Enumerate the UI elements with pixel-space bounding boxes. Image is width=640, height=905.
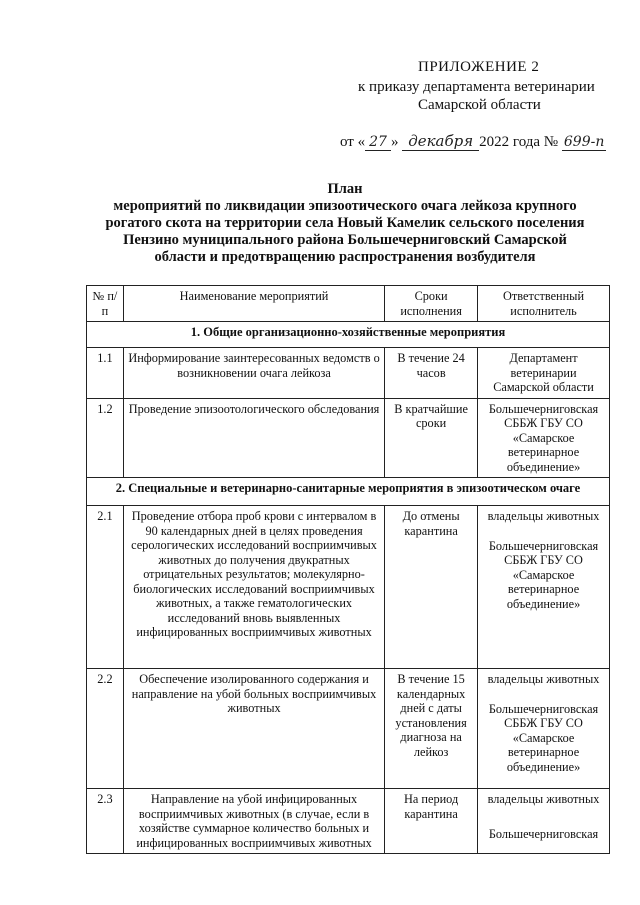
header-number: № п/п [87, 286, 124, 322]
header-responsible: Ответственный исполнитель [478, 286, 610, 322]
header-measure-name: Наименование мероприятий [123, 286, 384, 322]
title-line-2: мероприятий по ликвидации эпизоотического очага лейкоза крупного [113, 198, 577, 214]
handwritten-month: декабря [402, 132, 479, 151]
row-number: 2.3 [87, 789, 124, 854]
section-row [87, 322, 610, 348]
plan-title [80, 181, 610, 266]
year-part: 2022 года № [479, 134, 559, 150]
order-reference: к приказу департамента ветеринарии [358, 79, 595, 95]
row-terms: На период карантина [385, 789, 478, 854]
row-terms: В кратчайшие сроки [385, 398, 478, 478]
title-line-4: Пензино муниципального района Большечерниговский Самарской [123, 232, 567, 248]
row-terms: В течение 15 календарных дней с даты установления диагноза на лейкоз [385, 669, 478, 789]
handwritten-day: 27 [365, 134, 391, 151]
row-responsible: Департамент ветеринарии Самарской области [478, 348, 610, 399]
row-responsible [478, 789, 610, 854]
section-1-title: 1. Общие организационно-хозяйственные мероприятия [87, 322, 610, 348]
row-responsible [478, 506, 610, 669]
date-mid: » [390, 134, 403, 150]
row-responsible [478, 669, 610, 789]
title-line-1: План [327, 181, 363, 197]
table-row [87, 348, 610, 399]
row-terms: До отмены карантина [385, 506, 478, 669]
section-row [87, 478, 610, 506]
row-number: 1.2 [87, 398, 124, 478]
row-responsible: Большечерниговская СББЖ ГБУ СО «Самарское ветеринарное объединение» [478, 398, 610, 478]
responsible-owners: владельцы животных [487, 672, 600, 686]
table-row [87, 398, 610, 478]
responsible-station: Большечерниговская СББЖ ГБУ СО «Самарское ветеринарное объединение» [488, 538, 599, 611]
responsible-owners: владельцы животных [487, 792, 600, 806]
date-prefix: от « [340, 134, 366, 150]
appendix-title: ПРИЛОЖЕНИЕ 2 [418, 59, 540, 75]
order-date-line [340, 132, 606, 151]
row-measure: Проведение эпизоотологического обследования [123, 398, 384, 478]
table-row [87, 789, 610, 854]
row-number: 2.1 [87, 506, 124, 669]
title-line-3: рогатого скота на территории села Новый Камелик сельского поселения [105, 215, 585, 231]
header-terms: Сроки исполнения [385, 286, 478, 322]
table-header-row [87, 286, 610, 322]
row-measure: Информирование заинтересованных ведомств о возникновении очага лейкоза [123, 348, 384, 399]
measures-table [86, 285, 610, 854]
table-row [87, 506, 610, 669]
responsible-station: Большечерниговская [488, 826, 599, 841]
responsible-station: Большечерниговская СББЖ ГБУ СО «Самарское ветеринарное объединение» [488, 701, 599, 774]
handwritten-order-number: 699-п [563, 134, 605, 150]
row-measure: Проведение отбора проб крови с интервалом в 90 календарных дней в целях проведения серологических исследований восприимчивых животных до получения двукратных отрицательных результатов; молекулярно-биологических исследований восприимчивых животных, а также гематологических исследований вновь выявленных инфицированных восприимчивых животных [123, 506, 384, 669]
section-2-title: 2. Специальные и ветеринарно-санитарные мероприятия в эпизоотическом очаге [87, 478, 610, 506]
row-number: 2.2 [87, 669, 124, 789]
row-measure: Обеспечение изолированного содержания и направление на убой больных восприимчивых животных [123, 669, 384, 789]
row-number: 1.1 [87, 348, 124, 399]
row-terms: В течение 24 часов [385, 348, 478, 399]
row-measure: Направление на убой инфицированных восприимчивых животных (в случае, если в хозяйстве суммарное количество больных и инфицированных восприимчивых животных [123, 789, 384, 854]
responsible-owners: владельцы животных [487, 509, 600, 523]
title-line-5: области и предотвращению распространения возбудителя [154, 249, 536, 265]
region-line: Самарской области [418, 97, 541, 113]
table-row [87, 669, 610, 789]
